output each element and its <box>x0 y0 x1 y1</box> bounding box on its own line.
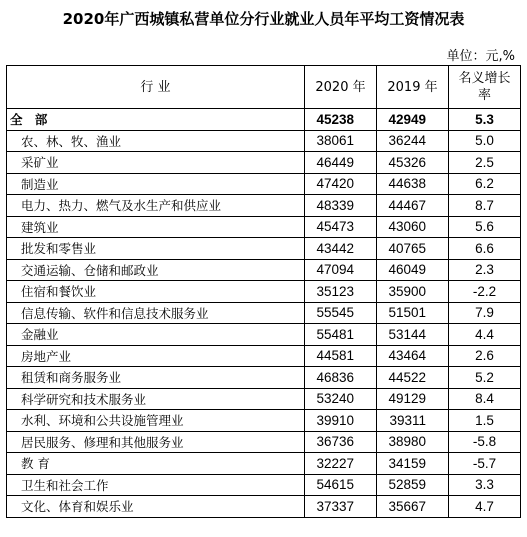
growth-rate-cell: 6.6 <box>449 238 521 260</box>
wage-2019-cell: 44522 <box>377 367 449 389</box>
wage-2020-cell: 46449 <box>305 152 377 174</box>
unit-label: 单位：元,% <box>446 49 515 64</box>
industry-cell: 水利、环境和公共设施管理业 <box>7 410 305 432</box>
wage-2020-cell: 48339 <box>305 195 377 217</box>
industry-cell: 电力、热力、燃气及水生产和供应业 <box>7 195 305 217</box>
industry-cell: 农、林、牧、渔业 <box>7 130 305 152</box>
wage-2020-cell: 39910 <box>305 410 377 432</box>
wage-2020-cell: 43442 <box>305 238 377 260</box>
table-row <box>7 388 521 410</box>
growth-rate-cell: 7.9 <box>449 302 521 324</box>
industry-cell: 采矿业 <box>7 152 305 174</box>
wage-2019-cell: 36244 <box>377 130 449 152</box>
wage-2020-cell: 38061 <box>305 130 377 152</box>
industry-cell: 住宿和餐饮业 <box>7 281 305 303</box>
wage-2019-cell: 51501 <box>377 302 449 324</box>
wage-2019-cell: 39311 <box>377 410 449 432</box>
wage-2020-cell: 47094 <box>305 259 377 281</box>
growth-rate-cell: 2.6 <box>449 345 521 367</box>
wage-2020-cell: 32227 <box>305 453 377 475</box>
industry-cell: 文化、体育和娱乐业 <box>7 496 305 518</box>
growth-rate-cell: 2.3 <box>449 259 521 281</box>
table-row-total <box>7 109 521 131</box>
wage-2019-cell: 35667 <box>377 496 449 518</box>
table-title: 2020年广西城镇私营单位分行业就业人员年平均工资情况表 <box>62 10 465 28</box>
industry-cell: 租赁和商务服务业 <box>7 367 305 389</box>
header-industry: 行 业 <box>7 66 305 109</box>
table-row <box>7 259 521 281</box>
wage-2019-cell: 45326 <box>377 152 449 174</box>
growth-rate-cell: -2.2 <box>449 281 521 303</box>
wage-2020-cell: 55545 <box>305 302 377 324</box>
growth-rate-cell: 1.5 <box>449 410 521 432</box>
wage-2019-cell: 53144 <box>377 324 449 346</box>
wage-2020-cell: 35123 <box>305 281 377 303</box>
wage-2019-cell: 35900 <box>377 281 449 303</box>
growth-rate-cell: -5.8 <box>449 431 521 453</box>
table-row <box>7 453 521 475</box>
table-row <box>7 238 521 260</box>
table-row <box>7 195 521 217</box>
header-growth <box>449 66 521 109</box>
growth-rate-cell: 2.5 <box>449 152 521 174</box>
industry-cell: 批发和零售业 <box>7 238 305 260</box>
wage-2020-cell: 36736 <box>305 431 377 453</box>
table-row <box>7 302 521 324</box>
growth-rate-cell: -5.7 <box>449 453 521 475</box>
header-2019: 2019 年 <box>377 66 449 109</box>
wage-2020-cell: 44581 <box>305 345 377 367</box>
table-row <box>7 410 521 432</box>
industry-cell: 房地产业 <box>7 345 305 367</box>
table-row <box>7 152 521 174</box>
growth-rate-cell: 5.6 <box>449 216 521 238</box>
growth-rate-cell: 4.4 <box>449 324 521 346</box>
industry-cell: 建筑业 <box>7 216 305 238</box>
wage-2019-cell: 42949 <box>377 109 449 131</box>
industry-cell: 制造业 <box>7 173 305 195</box>
table-row <box>7 216 521 238</box>
industry-cell: 信息传输、软件和信息技术服务业 <box>7 302 305 324</box>
growth-rate-cell: 3.3 <box>449 474 521 496</box>
wage-2020-cell: 46836 <box>305 367 377 389</box>
industry-cell: 科学研究和技术服务业 <box>7 388 305 410</box>
table-row <box>7 474 521 496</box>
wage-2019-cell: 40765 <box>377 238 449 260</box>
growth-rate-cell: 6.2 <box>449 173 521 195</box>
wage-2019-cell: 44638 <box>377 173 449 195</box>
wage-2019-cell: 38980 <box>377 431 449 453</box>
table-row <box>7 345 521 367</box>
wage-2020-cell: 45473 <box>305 216 377 238</box>
wage-2019-cell: 52859 <box>377 474 449 496</box>
industry-cell: 金融业 <box>7 324 305 346</box>
wage-2020-cell: 47420 <box>305 173 377 195</box>
table-row <box>7 496 521 518</box>
wage-2020-cell: 37337 <box>305 496 377 518</box>
wage-2019-cell: 46049 <box>377 259 449 281</box>
table-row <box>7 431 521 453</box>
growth-rate-cell: 8.7 <box>449 195 521 217</box>
wage-2020-cell: 45238 <box>305 109 377 131</box>
industry-cell: 全 部 <box>7 109 305 131</box>
header-growth-line2: 率 <box>477 88 491 103</box>
wage-2019-cell: 43464 <box>377 345 449 367</box>
wage-table <box>6 65 521 518</box>
growth-rate-cell: 5.0 <box>449 130 521 152</box>
header-row <box>7 66 521 109</box>
table-row <box>7 281 521 303</box>
table-row <box>7 130 521 152</box>
growth-rate-cell: 5.3 <box>449 109 521 131</box>
industry-cell: 卫生和社会工作 <box>7 474 305 496</box>
growth-rate-cell: 4.7 <box>449 496 521 518</box>
wage-2019-cell: 34159 <box>377 453 449 475</box>
header-growth-line1: 名义增长 <box>458 71 511 86</box>
table-row <box>7 324 521 346</box>
wage-2020-cell: 55481 <box>305 324 377 346</box>
wage-2020-cell: 53240 <box>305 388 377 410</box>
industry-cell: 居民服务、修理和其他服务业 <box>7 431 305 453</box>
table-body <box>7 109 521 518</box>
wage-2019-cell: 49129 <box>377 388 449 410</box>
table-row <box>7 367 521 389</box>
industry-cell: 交通运输、仓储和邮政业 <box>7 259 305 281</box>
wage-2019-cell: 43060 <box>377 216 449 238</box>
wage-2020-cell: 54615 <box>305 474 377 496</box>
table-row <box>7 173 521 195</box>
header-2020: 2020 年 <box>305 66 377 109</box>
growth-rate-cell: 5.2 <box>449 367 521 389</box>
industry-cell: 教 育 <box>7 453 305 475</box>
wage-2019-cell: 44467 <box>377 195 449 217</box>
growth-rate-cell: 8.4 <box>449 388 521 410</box>
